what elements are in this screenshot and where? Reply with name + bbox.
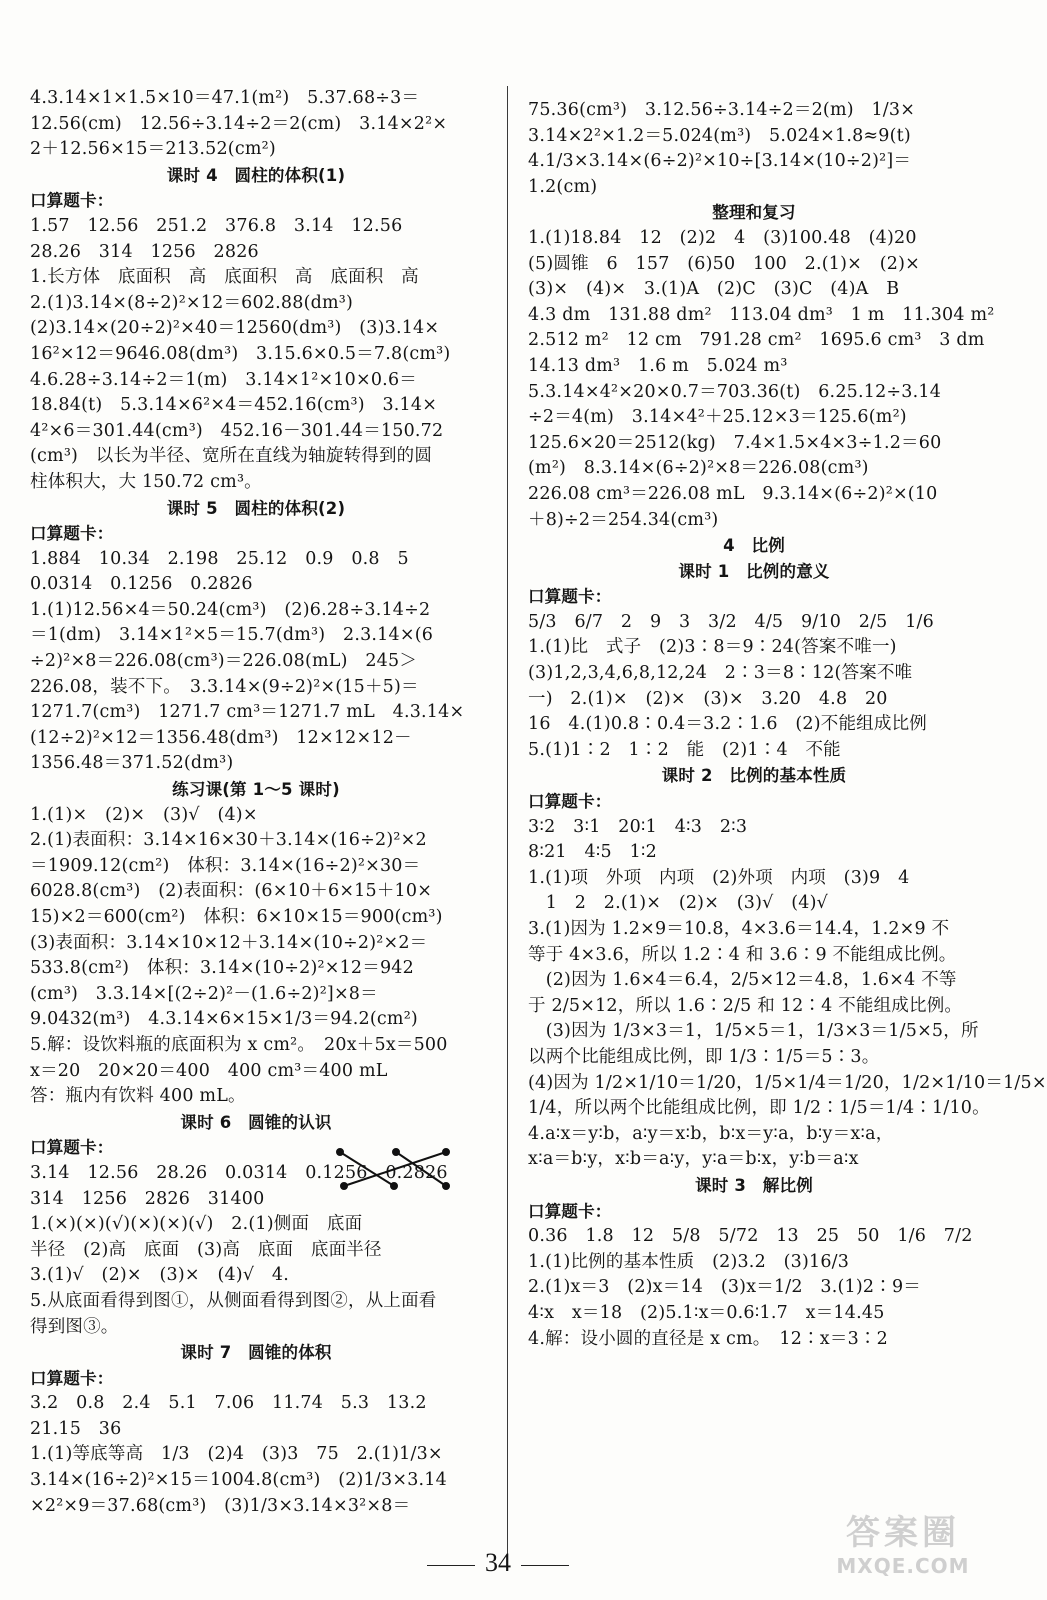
answer-line: (3)1,2,3,4,6,8,12,24 2∶3＝8∶12(答案不唯 [528, 663, 913, 684]
answer-line: 125.6×20＝2512(kg) 7.4×1.5×4×3÷1.2＝60 [528, 432, 942, 453]
answer-line: ÷2)²×8＝226.08(cm³)＝226.08(mL) 245＞ [30, 651, 418, 672]
answer-line: 1356.48＝371.52(dm³) [30, 753, 234, 774]
answer-line: 3.14×(16÷2)²×15＝1004.8(cm³) (2)1/3×3.14 [30, 1470, 447, 1491]
section-heading: 4 比例 [723, 536, 785, 556]
mental-math-label: 口算题卡： [528, 587, 612, 607]
answer-line: 3.14×2²×1.2＝5.024(m³) 5.024×1.8≈9(t) [528, 125, 911, 146]
watermark-top-text: 答案圈 [846, 1513, 960, 1553]
answer-line: x＝20 20×20＝400 400 cm³＝400 mL [30, 1060, 388, 1081]
answer-line: 1.(1)12.56×4＝50.24(cm³) (2)6.28÷3.14÷2 [30, 599, 431, 620]
answer-line: 75.36(cm³) 3.12.56÷3.14÷2＝2(m) 1/3× [528, 100, 916, 120]
answer-line: (12÷2)²×12＝1356.48(dm³) 12×12×12－ [30, 727, 412, 748]
answer-line: ＝1909.12(cm²) 体积：3.14×(16÷2)²×30＝ [30, 855, 421, 876]
answer-line: ＝1(dm) 3.14×1²×5＝15.7(dm³) 2.3.14×(6 [30, 625, 434, 646]
answer-line: 5.从底面看得到图①，从侧面看得到图②，从上面看 [30, 1290, 437, 1311]
answer-line: 12.56(cm) 12.56÷3.14÷2＝2(cm) 3.14×2²× [30, 113, 448, 134]
footer-dash-left [427, 1565, 475, 1566]
answer-line: 2.(1)表面积：3.14×16×30＋3.14×(16÷2)²×2 [30, 830, 427, 851]
mental-math-label: 口算题卡： [30, 1368, 114, 1388]
answer-line: ÷2＝4(m) 3.14×4²＋25.12×3＝125.6(m²) [528, 407, 907, 428]
answer-line: ×2²×9＝37.68(cm³) (3)1/3×3.14×3²×8＝ [30, 1495, 411, 1516]
section-heading: 课时 6 圆锥的认识 [180, 1112, 332, 1132]
answer-line: 柱体积大，大 150.72 cm³。 [30, 471, 262, 492]
answer-line: 14.13 dm³ 1.6 m 5.024 m³ [528, 355, 788, 376]
answer-line: 1.2(cm) [528, 176, 598, 197]
answer-line: (3)× (4)× 3.(1)A (2)C (3)C (4)A B [528, 279, 900, 300]
answer-line: 18.84(t) 5.3.14×6²×4＝452.16(cm³) 3.14× [30, 395, 438, 416]
answer-line: ＋8)÷2＝254.34(cm³) [528, 509, 719, 530]
answer-line: 5/3 6/7 2 9 3 3/2 4/5 9/10 2/5 1/6 [528, 611, 934, 632]
answer-line: 4.解：设小圆的直径是 x cm。 12∶x＝3∶2 [528, 1328, 888, 1349]
footer-dash-right [521, 1565, 569, 1566]
section-heading: 课时 2 比例的基本性质 [661, 766, 847, 786]
mental-math-label: 口算题卡： [30, 1138, 114, 1158]
answer-line: (4)因为 1/2×1/10＝1/20，1/5×1/4＝1/20，1/2×1/10＝1/5× [528, 1072, 1047, 1093]
answer-line: 1.(1)18.84 12 (2)2 4 (3)100.48 (4)20 [528, 227, 917, 248]
answer-line: 28.26 314 1256 2826 [30, 241, 259, 262]
answer-line: 1.884 10.34 2.198 25.12 0.9 0.8 5 [30, 548, 409, 569]
answer-line: 2＋12.56×15＝213.52(cm²) [30, 139, 276, 160]
answer-line: 1.57 12.56 251.2 376.8 3.14 12.56 [30, 215, 403, 236]
answer-line: 314 1256 2826 31400 [30, 1188, 265, 1209]
mental-math-label: 口算题卡： [528, 1201, 612, 1221]
answer-line: 1/4，所以两个比能组成比例，即 1/2∶1/5＝1/4∶1/10。 [528, 1098, 990, 1119]
answer-line: 16 4.(1)0.8∶0.4＝3.2∶1.6 (2)不能组成比例 [528, 714, 927, 735]
answer-line: 3.2 0.8 2.4 5.1 7.06 11.74 5.3 13.2 [30, 1393, 427, 1414]
answer-line: 一) 2.(1)× (2)× (3)× 3.20 4.8 20 [528, 688, 888, 709]
answer-line: 3.(1)因为 1.2×9＝10.8，4×3.6＝14.4，1.2×9 不 [528, 919, 950, 939]
mental-math-label: 口算题卡： [30, 524, 114, 544]
answer-line: 1.(1)× (2)× (3)√ (4)× [30, 804, 258, 825]
section-heading: 课时 1 比例的意义 [678, 561, 830, 581]
mental-math-label: 口算题卡： [528, 792, 612, 812]
answer-line: 4.3.14×1×1.5×10＝47.1(m²) 5.37.68÷3＝ [30, 88, 420, 108]
answer-line: (3)因为 1/3×3＝1，1/5×5＝1，1/3×3＝1/5×5，所 [528, 1021, 979, 1042]
watermark-logo [818, 1505, 988, 1595]
answer-line: 答：瓶内有饮料 400 mL。 [30, 1086, 246, 1107]
answer-line: (cm³) 以长为半径、宽所在直线为轴旋转得到的圆 [30, 446, 433, 467]
answer-line: 以两个比能组成比例，即 1/3∶1/5＝5∶3。 [528, 1046, 880, 1067]
answer-line: (5)圆锥 6 157 (6)50 100 2.(1)× (2)× [528, 253, 920, 274]
watermark-bottom-text: MXQE.COM [836, 1554, 970, 1578]
right-column [528, 98, 1047, 1352]
section-heading: 课时 5 圆柱的体积(2) [166, 498, 346, 518]
answer-line: 1 2 2.(1)× (2)× (3)√ (4)√ [528, 893, 828, 914]
answer-line: 1.(1)等底等高 1/3 (2)4 (3)3 75 2.(1)1/3× [30, 1444, 443, 1465]
answer-line: (m²) 8.3.14×(6÷2)²×8＝226.08(cm³) [528, 458, 869, 479]
answer-line: 半径 (2)高 底面 (3)高 底面 底面半径 [30, 1239, 382, 1260]
answer-line: 4.1/3×3.14×(6÷2)²×10÷[3.14×(10÷2)²]＝ [528, 151, 912, 172]
answer-line: 1.(1)比 式子 (2)3∶8＝9∶24(答案不唯一) [528, 637, 897, 658]
answer-line: 3.14 12.56 28.26 0.0314 0.1256 0.2826 [30, 1162, 448, 1183]
answer-line: 9.0432(m³) 4.3.14×6×15×1/3＝94.2(cm²) [30, 1009, 418, 1030]
section-heading: 整理和复习 [712, 203, 796, 223]
column-divider [507, 86, 508, 1566]
answer-line: 1271.7(cm³) 1271.7 cm³＝1271.7 mL 4.3.14× [30, 702, 465, 723]
answer-line: 等于 4×3.6，所以 1.2∶4 和 3.6∶9 不能组成比例。 [528, 944, 957, 965]
answer-line: 226.08，装不下。 3.3.14×(9÷2)²×(15＋5)＝ [30, 676, 419, 697]
mental-math-label: 口算题卡： [30, 191, 114, 211]
answer-line: 2.(1)x＝3 (2)x＝14 (3)x＝1/2 3.(1)2∶9＝ [528, 1277, 921, 1298]
answer-line: x∶a＝b∶y，x∶b＝a∶y，y∶a＝b∶x，y∶b＝a∶x [528, 1149, 859, 1170]
answer-line: 1.(1)项 外项 内项 (2)外项 内项 (3)9 4 [528, 867, 910, 888]
answer-line: 3∶2 3∶1 20∶1 4∶3 2∶3 [528, 816, 748, 837]
answer-line: 6028.8(cm³) (2)表面积：(6×10＋6×15＋10× [30, 881, 433, 902]
answer-line: 226.08 cm³＝226.08 mL 9.3.14×(6÷2)²×(10 [528, 483, 938, 504]
answer-line: 16²×12＝9646.08(dm³) 3.15.6×0.5＝7.8(cm³) [30, 343, 451, 364]
answer-line: 4.6.28÷3.14÷2＝1(m) 3.14×1²×10×0.6＝ [30, 369, 417, 390]
answer-line: 2.512 m² 12 cm 791.28 cm² 1695.6 cm³ 3 dm [528, 330, 985, 351]
answer-line: 5.(1)1∶2 1∶2 能 (2)1∶4 不能 [528, 739, 841, 760]
section-heading: 课时 7 圆锥的体积 [180, 1343, 332, 1363]
answer-line: (2)3.14×(20÷2)²×40＝12560(dm³) (3)3.14× [30, 318, 440, 339]
answer-line: 1.(×)(×)(√)(×)(×)(√) 2.(1)侧面 底面 [30, 1214, 363, 1235]
answer-line: 5.解：设饮料瓶的底面积为 x cm²。 20x＋5x＝500 [30, 1034, 448, 1055]
answer-line: 5.3.14×4²×20×0.7＝703.36(t) 6.25.12÷3.14 [528, 381, 942, 402]
answer-line: 2.(1)3.14×(8÷2)²×12＝602.88(dm³) [30, 292, 354, 313]
page-number: 34 [485, 1548, 511, 1577]
answer-line: 于 2/5×12，所以 1.6∶2/5 和 12∶4 不能组成比例。 [528, 995, 963, 1016]
answer-line: 4.3 dm 131.88 dm² 113.04 dm³ 1 m 11.304 m² [528, 304, 995, 325]
answer-line: 得到图③。 [30, 1316, 119, 1337]
left-column [30, 86, 482, 1519]
matching-lines-figure [334, 1148, 452, 1190]
answer-line: 21.15 36 [30, 1418, 122, 1439]
answer-line: 0.0314 0.1256 0.2826 [30, 574, 253, 595]
answer-line: 1.长方体 底面积 高 底面积 高 底面积 高 [30, 267, 419, 288]
answer-line: 4.a∶x＝y∶b，a∶y＝x∶b，b∶x＝y∶a，b∶y＝x∶a， [528, 1123, 894, 1144]
answer-line: 533.8(cm²) 体积：3.14×(10÷2)²×12＝942 [30, 958, 414, 979]
answer-line: 4∶x x＝18 (2)5.1∶x＝0.6∶1.7 x＝14.45 [528, 1302, 885, 1323]
section-heading: 练习课(第 1～5 课时) [172, 780, 340, 800]
answer-line: 4²×6＝301.44(cm³) 452.16－301.44＝150.72 [30, 420, 444, 441]
section-heading: 课时 3 解比例 [695, 1175, 813, 1195]
answer-line: 8∶21 4∶5 1∶2 [528, 842, 658, 863]
answer-line: 15)×2＝600(cm²) 体积：6×10×15＝900(cm³) [30, 907, 443, 927]
answer-line: 3.(1)√ (2)× (3)× (4)√ 4. [30, 1265, 289, 1286]
answer-line: (3)表面积：3.14×10×12＋3.14×(10÷2)²×2＝ [30, 932, 428, 953]
answer-line: 0.36 1.8 12 5/8 5/72 13 25 50 1/6 7/2 [528, 1226, 973, 1247]
answer-line: (2)因为 1.6×4＝6.4，2/5×12＝4.8，1.6×4 不等 [528, 970, 957, 991]
answer-line: 1.(1)比例的基本性质 (2)3.2 (3)16/3 [528, 1251, 850, 1272]
answer-line: (cm³) 3.3.14×[(2÷2)²－(1.6÷2)²]×8＝ [30, 983, 378, 1004]
section-heading: 课时 4 圆柱的体积(1) [166, 165, 346, 185]
